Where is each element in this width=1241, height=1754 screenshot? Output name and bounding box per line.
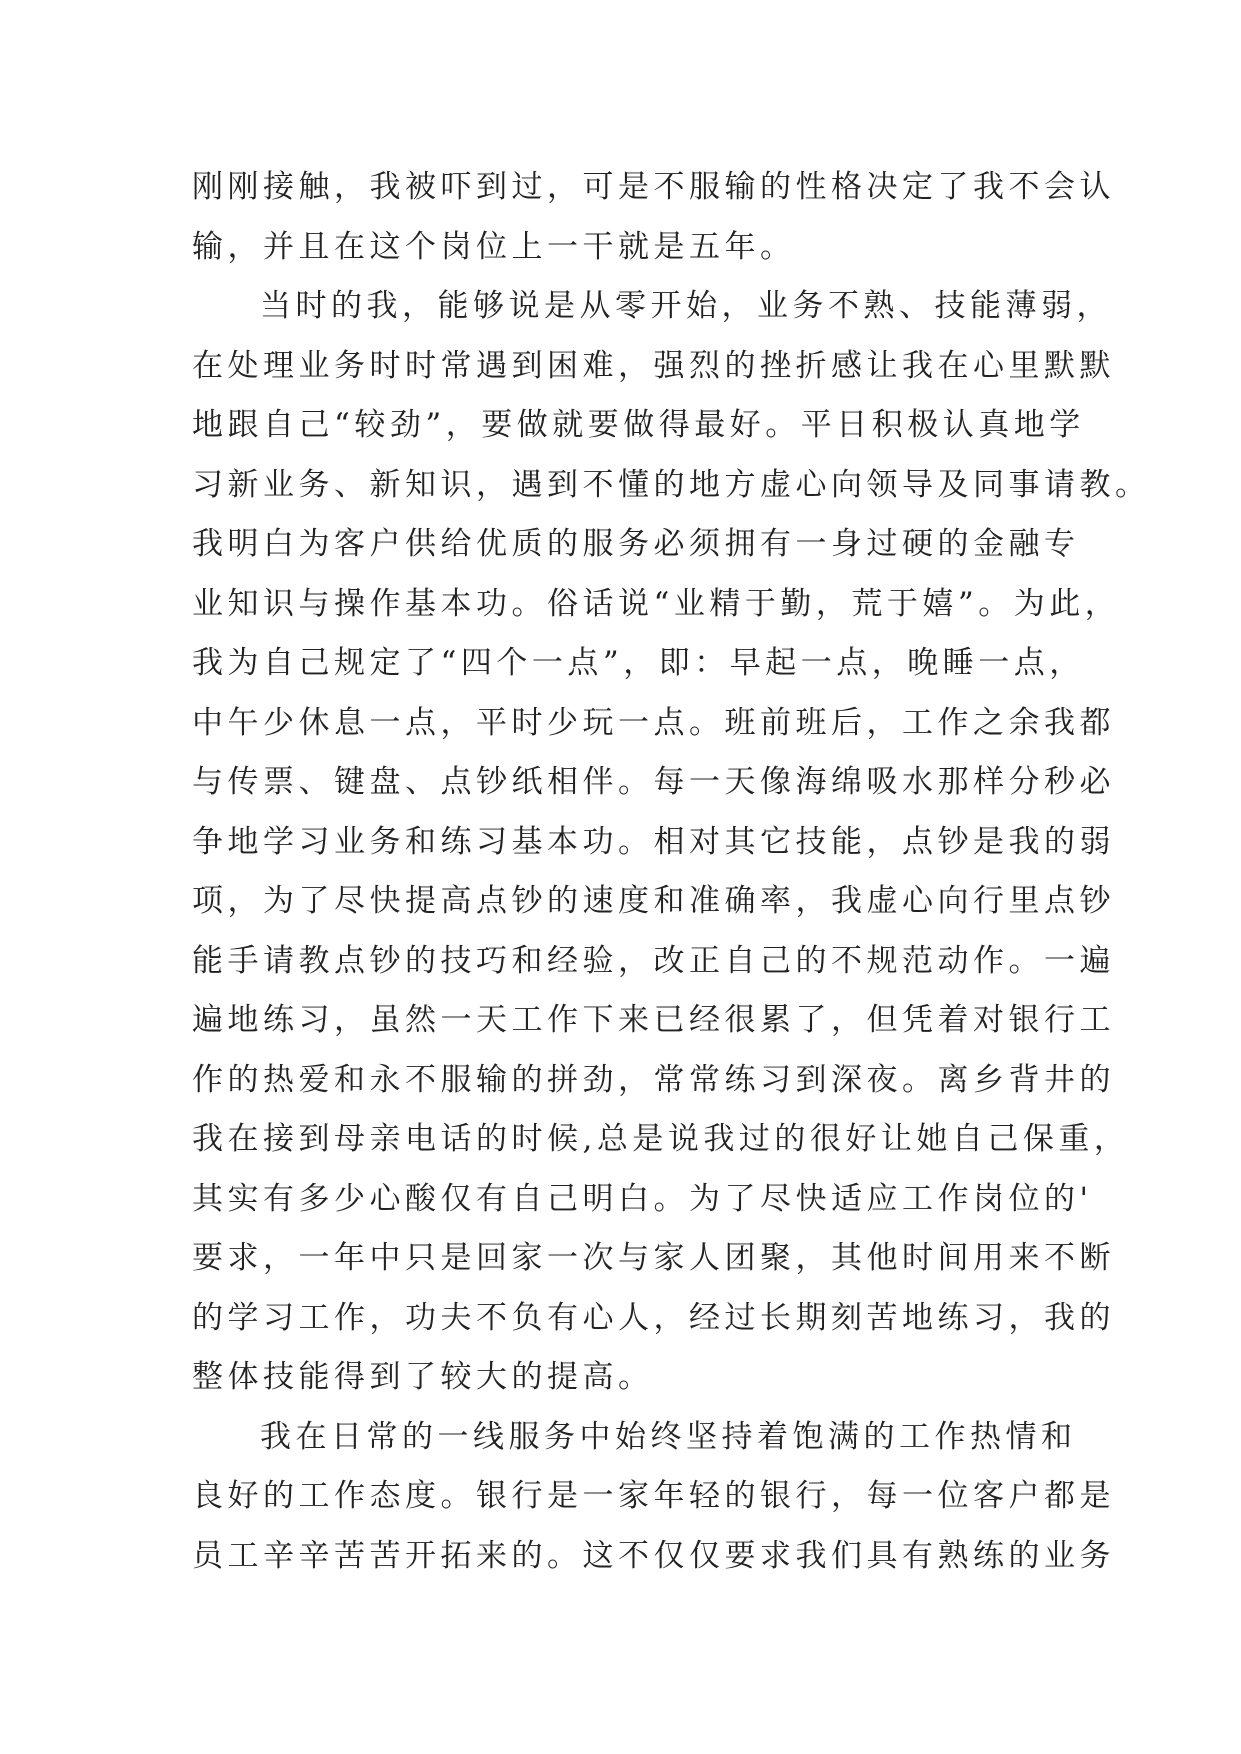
text-line-24: 员工辛辛苦苦开拓来的。这不仅仅要求我们具有熟练的业务	[192, 1537, 1115, 1574]
text-line-21: 整体技能得到了较大的提高。	[192, 1359, 654, 1395]
text-line-17: 我在接到母亲电话的时候,总是说我过的很好让她自己保重，	[192, 1121, 1130, 1157]
text-line-20: 的学习工作，功夫不负有心人，经过长期刻苦地练习，我的	[192, 1299, 1115, 1336]
text-line-11: 与传票、键盘、点钞纸相伴。每一天像海绵吸水那样分秒必	[192, 764, 1115, 800]
text-line-16: 作的热爱和永不服输的拼劲，常常练习到深夜。离乡背井的	[192, 1061, 1115, 1098]
text-line-13: 项，为了尽快提高点钞的速度和准确率，我虚心向行里点钞	[192, 883, 1115, 919]
text-line-18: 其实有多少心酸仅有自己明白。为了尽快适应工作岗位的'	[192, 1180, 1093, 1217]
text-line-3: 当时的我，能够说是从零开始，业务不熟、技能薄弱，	[260, 288, 1112, 324]
text-line-4: 在处理业务时时常遇到困难，强烈的挫折感让我在心里默默	[192, 347, 1115, 384]
text-line-8: 业知识与操作基本功。俗话说“业精于勤，荒于嬉”。为此，	[192, 585, 1121, 622]
body-text	[192, 158, 1151, 1586]
text-line-10: 中午少休息一点，平时少玩一点。班前班后，工作之余我都	[192, 704, 1115, 741]
text-line-14: 能手请教点钞的技巧和经验，改正自己的不规范动作。一遍	[192, 942, 1115, 979]
text-line-1: 刚刚接触，我被吓到过，可是不服输的性格决定了我不会认	[192, 169, 1115, 205]
text-line-7: 我明白为客户供给优质的服务必须拥有一身过硬的金融专	[192, 526, 1080, 562]
text-line-22: 我在日常的一线服务中始终坚持着饱满的工作热情和	[260, 1418, 1077, 1455]
text-line-15: 遍地练习，虽然一天工作下来已经很累了，但凭着对银行工	[192, 1002, 1115, 1038]
text-line-19: 要求，一年中只是回家一次与家人团聚，其他时间用来不断	[192, 1240, 1115, 1276]
text-line-5: 地跟自己“较劲”，要做就要做得最好。平日积极认真地学	[192, 407, 1085, 443]
text-line-12: 争地学习业务和练习基本功。相对其它技能，点钞是我的弱	[192, 823, 1115, 860]
text-line-9: 我为自己规定了“四个一点”，即：早起一点，晚睡一点，	[192, 645, 1085, 681]
text-line-2: 输，并且在这个岗位上一干就是五年。	[192, 228, 796, 265]
text-line-6: 习新业务、新知识，遇到不懂的地方虚心向领导及同事请教。	[192, 466, 1151, 503]
text-line-23: 良好的工作态度。银行是一家年轻的银行，每一位客户都是	[192, 1478, 1115, 1514]
